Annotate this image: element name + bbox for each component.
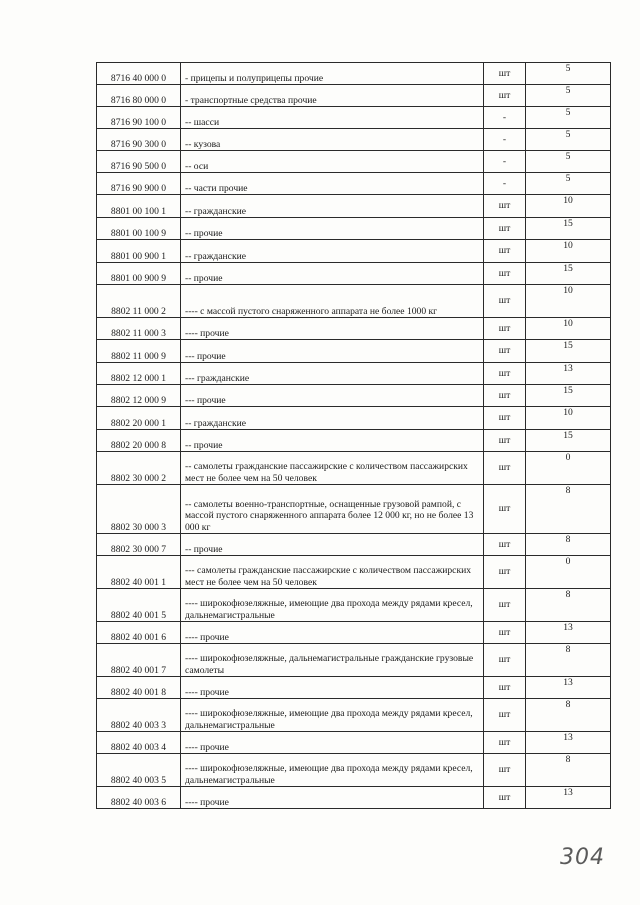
rate-cell: 5 <box>526 151 611 173</box>
unit-cell: шт <box>484 534 526 556</box>
unit-cell: шт <box>484 63 526 85</box>
tariff-code-cell: 8716 40 000 0 <box>97 63 181 85</box>
unit-cell: - <box>484 173 526 195</box>
tariff-code-cell: 8802 40 001 1 <box>97 556 181 589</box>
tariff-code-cell: 8802 30 000 2 <box>97 452 181 485</box>
description-cell: -- гражданские <box>181 407 484 430</box>
rate-cell: 10 <box>526 195 611 218</box>
tariff-code-cell: 8802 30 000 3 <box>97 485 181 534</box>
tariff-code-cell: 8802 40 001 6 <box>97 622 181 644</box>
description-cell: -- кузова <box>181 129 484 151</box>
tariff-code-cell: 8801 00 100 9 <box>97 218 181 240</box>
description-cell: -- прочие <box>181 263 484 285</box>
tariff-code-cell: 8716 90 500 0 <box>97 151 181 173</box>
table-row <box>97 556 611 589</box>
table-row <box>97 534 611 556</box>
rate-cell: 8 <box>526 644 611 677</box>
description-cell: -- прочие <box>181 218 484 240</box>
description-cell: -- прочие <box>181 534 484 556</box>
table-row <box>97 318 611 340</box>
table-row <box>97 285 611 318</box>
description-cell: ---- широкофюзеляжные, имеющие два прохода между рядами кресел, дальнемагистральные <box>181 754 484 787</box>
rate-cell: 8 <box>526 485 611 534</box>
rate-cell: 13 <box>526 363 611 385</box>
table-row <box>97 195 611 218</box>
unit-cell: шт <box>484 240 526 263</box>
description-cell: -- самолеты гражданские пассажирские с количеством пассажирских мест не более чем на 50 человек <box>181 452 484 485</box>
table-row <box>97 63 611 85</box>
rate-cell: 10 <box>526 240 611 263</box>
description-cell: ---- прочие <box>181 677 484 699</box>
unit-cell: шт <box>484 218 526 240</box>
description-cell: ---- широкофюзеляжные, дальнемагистральные гражданские грузовые самолеты <box>181 644 484 677</box>
unit-cell: шт <box>484 622 526 644</box>
description-cell: - транспортные средства прочие <box>181 85 484 107</box>
table-row <box>97 151 611 173</box>
description-cell: -- гражданские <box>181 195 484 218</box>
tariff-table-body <box>97 63 611 809</box>
table-row <box>97 589 611 622</box>
description-cell: -- самолеты военно-транспортные, оснащенные грузовой рампой, с массой пустого снаряженного аппарата более 12 000 кг, но не более 13 000 кг <box>181 485 484 534</box>
unit-cell: шт <box>484 407 526 430</box>
unit-cell: - <box>484 129 526 151</box>
table-row <box>97 452 611 485</box>
table-row <box>97 699 611 732</box>
unit-cell: шт <box>484 285 526 318</box>
table-row <box>97 340 611 363</box>
unit-cell: шт <box>484 318 526 340</box>
rate-cell: 0 <box>526 556 611 589</box>
description-cell: - прицепы и полуприцепы прочие <box>181 63 484 85</box>
tariff-code-cell: 8802 20 000 1 <box>97 407 181 430</box>
table-row <box>97 85 611 107</box>
rate-cell: 5 <box>526 63 611 85</box>
tariff-code-cell: 8716 80 000 0 <box>97 85 181 107</box>
rate-cell: 13 <box>526 622 611 644</box>
tariff-code-cell: 8801 00 900 1 <box>97 240 181 263</box>
unit-cell: шт <box>484 556 526 589</box>
rate-cell: 10 <box>526 318 611 340</box>
description-cell: ---- прочие <box>181 318 484 340</box>
unit-cell: шт <box>484 195 526 218</box>
description-cell: ---- прочие <box>181 622 484 644</box>
rate-cell: 5 <box>526 129 611 151</box>
tariff-code-cell: 8802 40 003 3 <box>97 699 181 732</box>
unit-cell: шт <box>484 340 526 363</box>
table-row <box>97 644 611 677</box>
tariff-code-cell: 8802 11 000 9 <box>97 340 181 363</box>
tariff-code-cell: 8802 11 000 2 <box>97 285 181 318</box>
unit-cell: шт <box>484 430 526 452</box>
rate-cell: 15 <box>526 263 611 285</box>
tariff-code-cell: 8802 40 003 4 <box>97 732 181 754</box>
unit-cell: шт <box>484 644 526 677</box>
tariff-code-cell: 8802 20 000 8 <box>97 430 181 452</box>
rate-cell: 15 <box>526 218 611 240</box>
rate-cell: 10 <box>526 407 611 430</box>
table-row <box>97 677 611 699</box>
tariff-code-cell: 8802 12 000 9 <box>97 385 181 407</box>
unit-cell: шт <box>484 754 526 787</box>
unit-cell: шт <box>484 263 526 285</box>
table-row <box>97 173 611 195</box>
tariff-code-cell: 8802 40 003 5 <box>97 754 181 787</box>
unit-cell: шт <box>484 677 526 699</box>
tariff-code-cell: 8716 90 300 0 <box>97 129 181 151</box>
table-row <box>97 622 611 644</box>
table-row <box>97 754 611 787</box>
unit-cell: шт <box>484 452 526 485</box>
table-row <box>97 107 611 129</box>
table-row <box>97 430 611 452</box>
table-row <box>97 363 611 385</box>
unit-cell: шт <box>484 699 526 732</box>
description-cell: -- части прочие <box>181 173 484 195</box>
unit-cell: шт <box>484 787 526 809</box>
rate-cell: 8 <box>526 534 611 556</box>
tariff-code-cell: 8802 12 000 1 <box>97 363 181 385</box>
table-row <box>97 129 611 151</box>
tariff-code-cell: 8716 90 100 0 <box>97 107 181 129</box>
tariff-code-cell: 8801 00 100 1 <box>97 195 181 218</box>
unit-cell: шт <box>484 363 526 385</box>
description-cell: --- гражданские <box>181 363 484 385</box>
table-row <box>97 218 611 240</box>
table-row <box>97 407 611 430</box>
rate-cell: 13 <box>526 732 611 754</box>
rate-cell: 8 <box>526 754 611 787</box>
rate-cell: 5 <box>526 173 611 195</box>
rate-cell: 8 <box>526 699 611 732</box>
unit-cell: шт <box>484 732 526 754</box>
description-cell: -- прочие <box>181 430 484 452</box>
tariff-table <box>96 62 611 809</box>
rate-cell: 15 <box>526 340 611 363</box>
rate-cell: 5 <box>526 85 611 107</box>
unit-cell: шт <box>484 385 526 407</box>
description-cell: ---- широкофюзеляжные, имеющие два прохода между рядами кресел, дальнемагистральные <box>181 589 484 622</box>
description-cell: --- самолеты гражданские пассажирские с количеством пассажирских мест не более чем на 50 человек <box>181 556 484 589</box>
rate-cell: 10 <box>526 285 611 318</box>
tariff-code-cell: 8802 40 001 7 <box>97 644 181 677</box>
rate-cell: 13 <box>526 677 611 699</box>
table-row <box>97 240 611 263</box>
description-cell: -- гражданские <box>181 240 484 263</box>
description-cell: ---- прочие <box>181 732 484 754</box>
description-cell: -- шасси <box>181 107 484 129</box>
table-row <box>97 263 611 285</box>
tariff-code-cell: 8802 40 003 6 <box>97 787 181 809</box>
description-cell: ---- с массой пустого снаряженного аппарата не более 1000 кг <box>181 285 484 318</box>
tariff-code-cell: 8802 11 000 3 <box>97 318 181 340</box>
unit-cell: шт <box>484 85 526 107</box>
rate-cell: 0 <box>526 452 611 485</box>
tariff-code-cell: 8801 00 900 9 <box>97 263 181 285</box>
tariff-code-cell: 8802 40 001 8 <box>97 677 181 699</box>
rate-cell: 15 <box>526 430 611 452</box>
rate-cell: 5 <box>526 107 611 129</box>
table-row <box>97 485 611 534</box>
unit-cell: шт <box>484 589 526 622</box>
table-row <box>97 732 611 754</box>
table-row <box>97 385 611 407</box>
rate-cell: 13 <box>526 787 611 809</box>
tariff-code-cell: 8802 40 001 5 <box>97 589 181 622</box>
unit-cell: - <box>484 151 526 173</box>
unit-cell: шт <box>484 485 526 534</box>
description-cell: --- прочие <box>181 385 484 407</box>
description-cell: --- прочие <box>181 340 484 363</box>
table-row <box>97 787 611 809</box>
unit-cell: - <box>484 107 526 129</box>
description-cell: -- оси <box>181 151 484 173</box>
handwritten-page-number: 304 <box>560 845 605 870</box>
tariff-code-cell: 8802 30 000 7 <box>97 534 181 556</box>
description-cell: ---- широкофюзеляжные, имеющие два прохода между рядами кресел, дальнемагистральные <box>181 699 484 732</box>
tariff-code-cell: 8716 90 900 0 <box>97 173 181 195</box>
rate-cell: 8 <box>526 589 611 622</box>
description-cell: ---- прочие <box>181 787 484 809</box>
rate-cell: 15 <box>526 385 611 407</box>
